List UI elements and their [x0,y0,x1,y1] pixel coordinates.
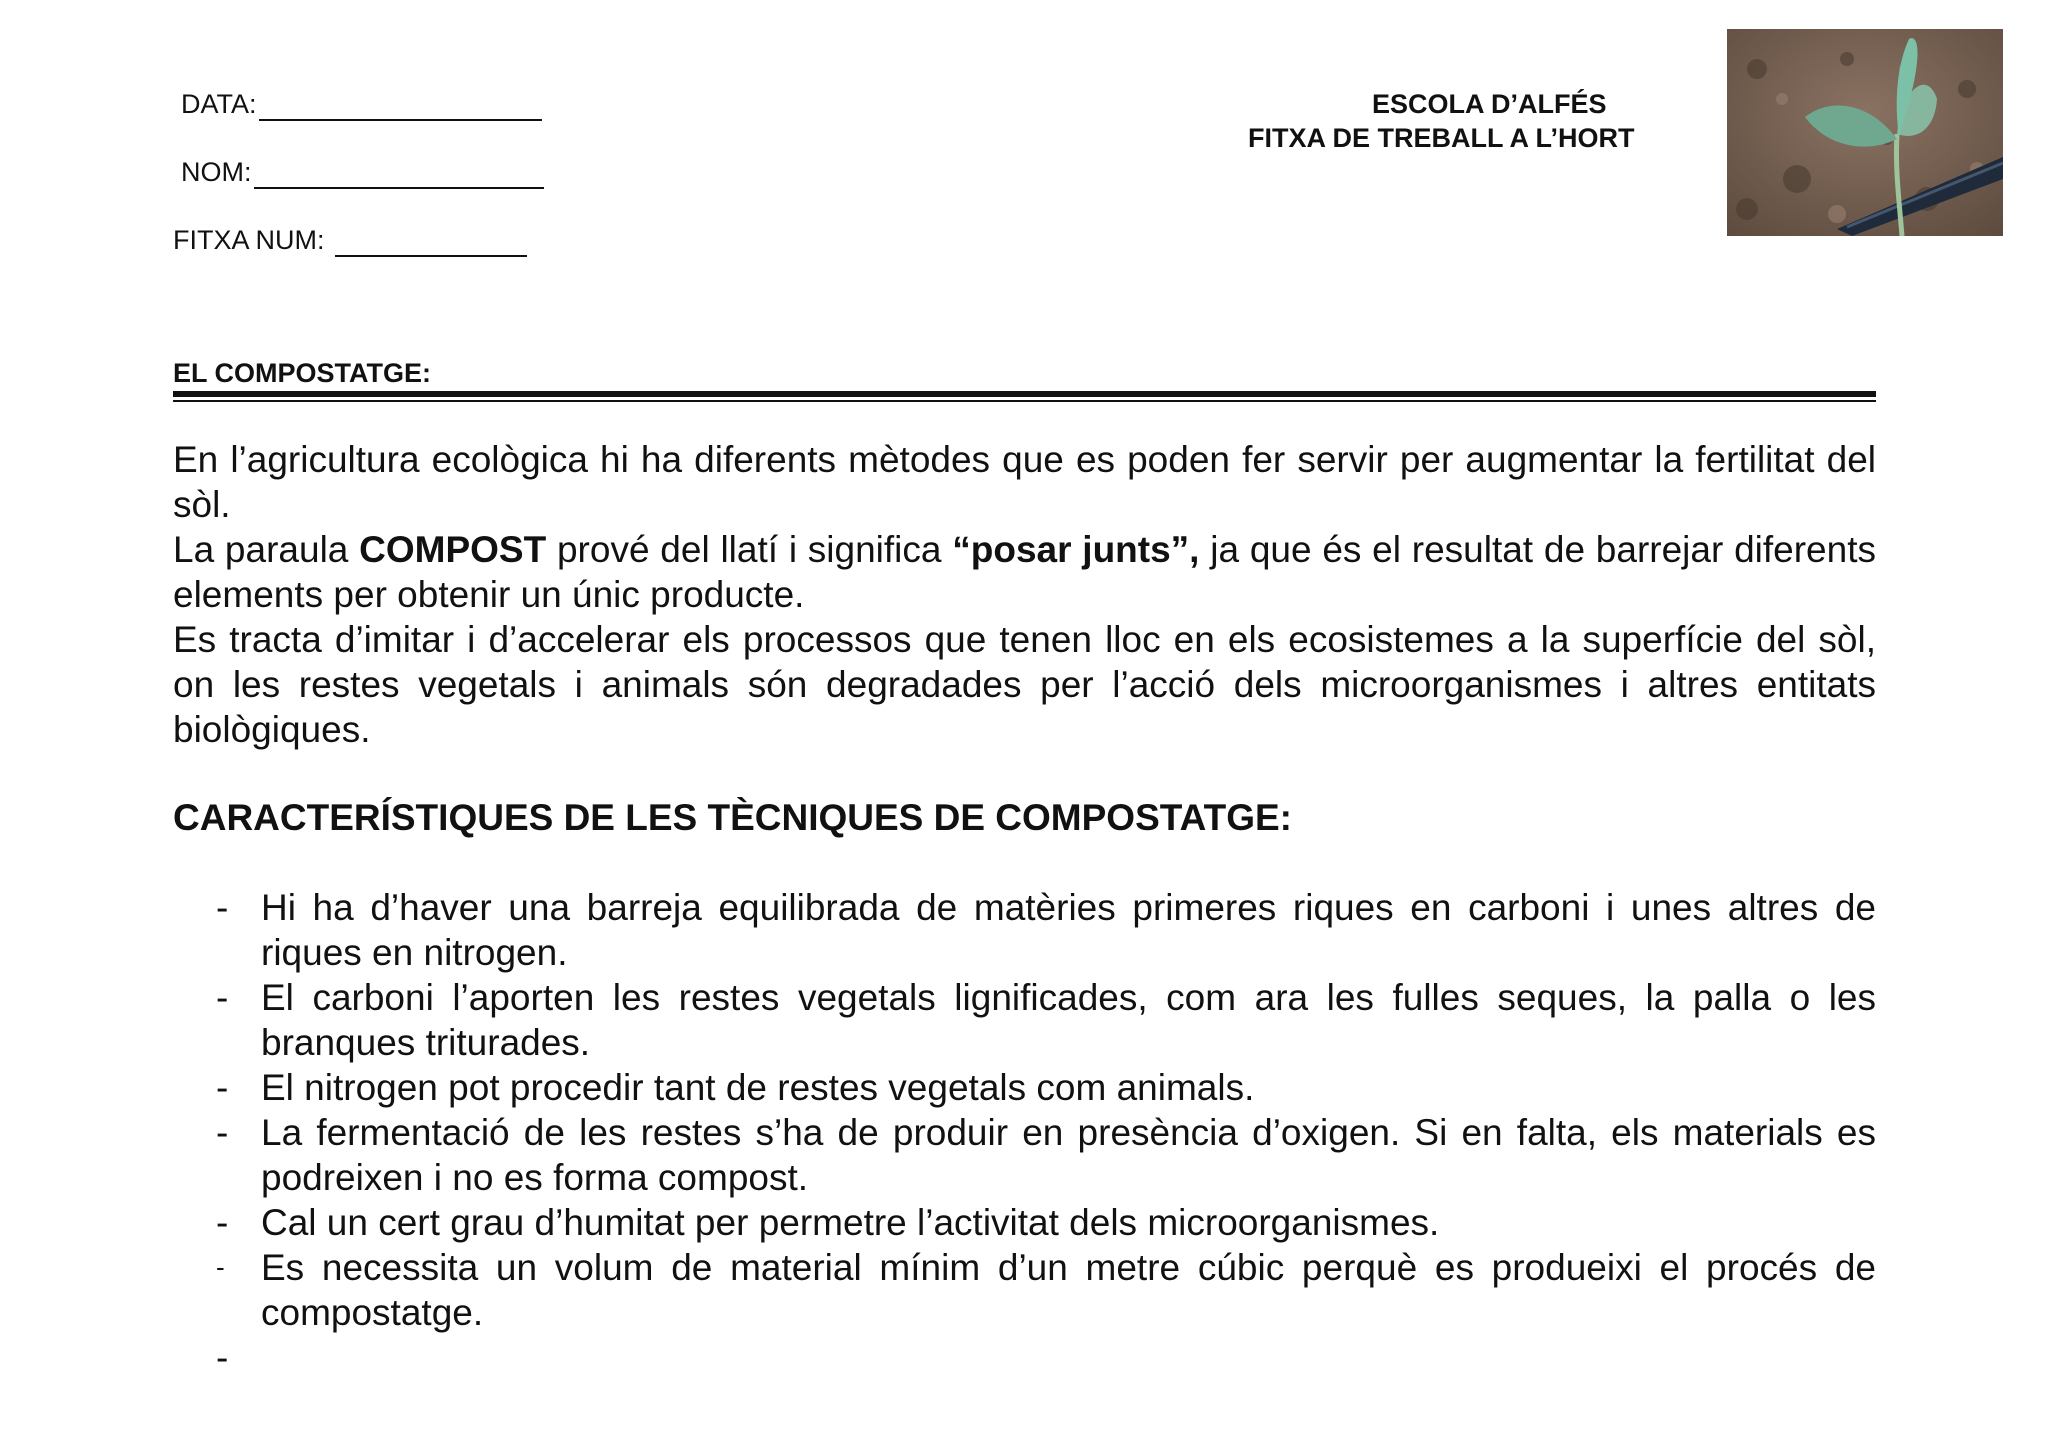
list-item [173,1200,1876,1245]
dash-bullet: - [216,1252,225,1282]
seedling-photo-icon [1727,29,2003,236]
name-blank-line[interactable] [254,157,544,189]
list-item-text: El nitrogen pot procedir tant de restes vegetals com animals. [261,1067,1255,1108]
list-item [173,1065,1876,1110]
intro-paragraph-1: En l’agricultura ecològica hi ha diferents mètodes que es poden fer servir per augmentar la fertilitat del sòl. [173,439,1876,525]
compost-term: COMPOST [359,529,547,570]
title-rule-thick [173,391,1876,397]
worksheet-number-blank-line[interactable] [335,225,527,257]
dash-bullet: - [216,1067,229,1108]
intro-p2-text-middle: prové del llatí i significa [546,529,953,570]
dash-bullet: - [216,887,229,928]
date-blank-line[interactable] [259,89,542,121]
date-field[interactable] [181,87,542,121]
intro-text [173,437,1876,752]
dash-bullet: - [216,1112,229,1153]
title-rule-thin [173,400,1876,402]
list-item-text: Cal un cert grau d’humitat per permetre l’activitat dels microorganismes. [261,1202,1440,1243]
school-name: ESCOLA D’ALFÉS [1372,89,1607,119]
intro-p2-text-end: ja que és el resultat de barrejar diferents elements per obtenir un únic producte. [173,529,1876,615]
list-item-text: Hi ha d’haver una barreja equilibrada de matèries primeres riques en carboni i unes altres de riques en nitrogen. [261,887,1876,973]
list-item-text: La fermentació de les restes s’ha de produir en presència d’oxigen. Si en falta, els materials es podreixen i no es forma compost. [261,1112,1876,1198]
posar-junts-term: “posar junts”, [952,529,1200,570]
date-label: DATA: [181,89,257,119]
list-item-text: Es necessita un volum de material mínim d’un metre cúbic perquè es produeixi el procés de compostatge. [261,1247,1876,1333]
characteristics-heading: CARACTERÍSTIQUES DE LES TÈCNIQUES DE COMPOSTATGE: [173,797,1292,838]
dash-bullet: - [216,977,229,1018]
list-item [173,975,1876,1065]
list-item [173,885,1876,975]
list-item [173,1110,1876,1200]
dash-bullet: - [216,1337,229,1378]
list-item [173,1245,1876,1335]
list-item-empty[interactable] [173,1335,1876,1380]
worksheet-title: FITXA DE TREBALL A L’HORT [1248,123,1635,153]
intro-p2-text-start: La paraula [173,529,360,570]
name-label: NOM: [181,157,252,187]
name-field[interactable] [181,155,544,189]
intro-paragraph-2 [173,527,1876,617]
dash-bullet: - [216,1202,229,1243]
list-item-text: El carboni l’aporten les restes vegetals lignificades, com ara les fulles seques, la palla o les branques triturades. [261,977,1876,1063]
characteristics-list [173,885,1876,1380]
section-title: EL COMPOSTATGE: [173,358,432,388]
worksheet-number-label: FITXA NUM: [173,225,325,255]
intro-paragraph-3: Es tracta d’imitar i d’accelerar els processos que tenen lloc en els ecosistemes a la superfície del sòl, on les restes vegetals i animals són degradades per l’acció dels microorganismes i altres entitats biològiques. [173,619,1876,750]
worksheet-number-field[interactable] [173,223,527,257]
seedling-photo-graphic [1727,29,2003,236]
